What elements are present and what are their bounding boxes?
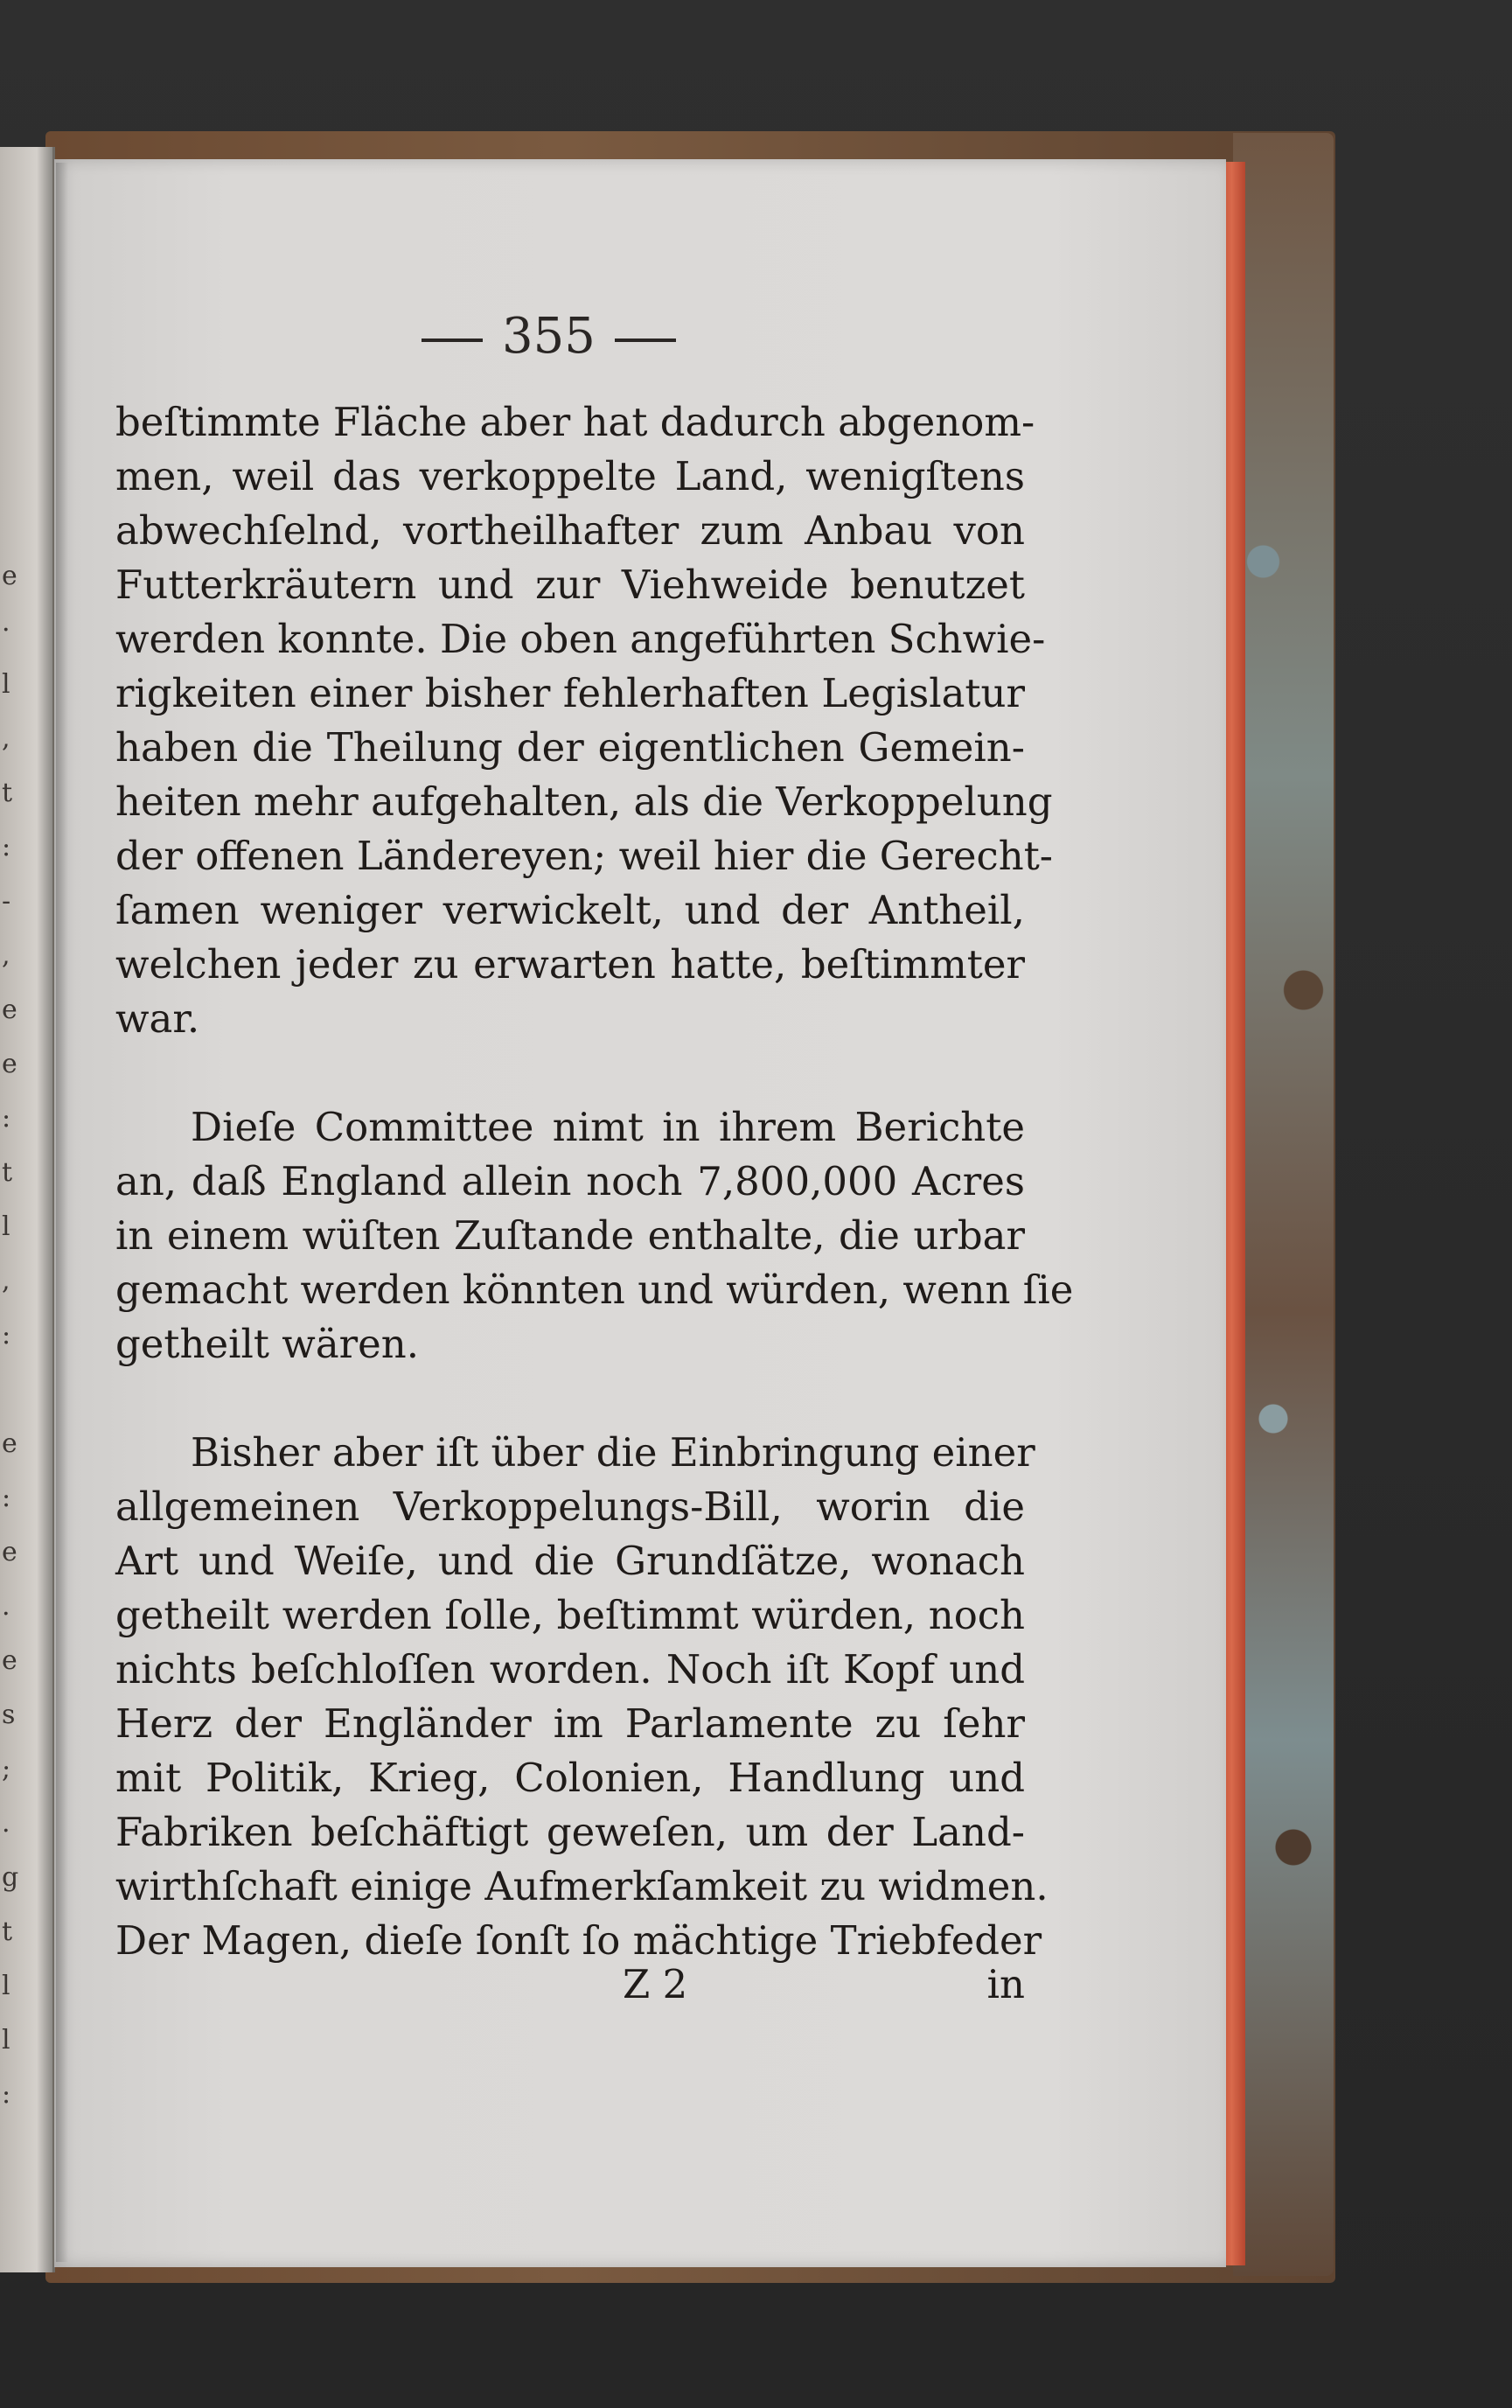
text-line: der offenen Ländereyen; weil hier die Gerecht-: [115, 833, 1054, 879]
previous-page-fragment: [2, 1363, 28, 1417]
header-dash-left: [422, 339, 483, 342]
previous-page-fragment: e: [2, 1645, 17, 1676]
text-line: Bisher aber iſt über die Einbringung einer: [191, 1429, 1035, 1476]
previous-page-fragment: t: [2, 1157, 13, 1188]
text-line: rigkeiten einer bisher fehlerhaften Legislatur: [115, 670, 1025, 716]
previous-page-fragment: e: [2, 561, 17, 591]
book-page: [54, 159, 1226, 2267]
page-body-text: [115, 395, 1074, 1968]
text-line: an, daß England allein noch 7,800,000 Acres: [115, 1158, 1025, 1204]
previous-page-fragment: e: [2, 1428, 17, 1459]
previous-page-fragment: ,: [2, 723, 10, 754]
text-line: wirthſchaft einige Aufmerkſamkeit zu widmen.: [115, 1863, 1049, 1909]
catchword: in: [986, 1961, 1025, 2007]
page-footer: [115, 1958, 1025, 2012]
paragraph: [115, 395, 1054, 1046]
previous-page-fragment: .: [2, 1591, 10, 1622]
paragraph-gap: [115, 1372, 1025, 1426]
previous-page-fragment: :: [2, 832, 11, 862]
previous-page-fragment: l: [2, 1211, 10, 1242]
marbled-cover-edge: [1233, 133, 1334, 2276]
previous-page-fragment: l: [2, 1971, 10, 2001]
previous-page-fragment: ,: [2, 940, 10, 971]
text-line: getheilt werden ſolle, beſtimmt würden, noch: [115, 1592, 1025, 1638]
text-line: heiten mehr aufgehalten, als die Verkoppelung: [115, 778, 1053, 825]
text-line: ſamen weniger verwickelt, und der Antheil,: [115, 887, 1025, 933]
previous-page-fragment: ;: [2, 1754, 11, 1784]
previous-page-fragment: g: [2, 1862, 19, 1893]
paragraph: [115, 1100, 1074, 1372]
previous-page-fragment: :: [2, 1483, 11, 1513]
text-line: nichts beſchloſſen worden. Noch iſt Kopf und: [115, 1646, 1025, 1693]
previous-page-text-fragments: [2, 549, 28, 2211]
paragraph-gap: [115, 1046, 1025, 1100]
text-line: beſtimmte Fläche aber hat dadurch abgenom-: [115, 399, 1035, 445]
text-line: haben die Theilung der eigentlichen Gemein-: [115, 724, 1025, 771]
text-line: Art und Weiſe, und die Grundſätze, wonach: [115, 1538, 1025, 1584]
text-line: Herz der Engländer im Parlamente zu ſehr: [115, 1700, 1025, 1747]
text-line: in einem wüſten Zuſtande enthalte, die urbar: [115, 1212, 1025, 1259]
previous-page-fragment: s: [2, 1700, 16, 1730]
signature-mark: Z 2: [623, 1961, 688, 2007]
page-number: 355: [502, 308, 596, 365]
text-line: men, weil das verkoppelte Land, wenigſtens: [115, 453, 1025, 499]
previous-page-fragment: l: [2, 2025, 10, 2056]
text-line: gemacht werden könnten und würden, wenn ſie: [115, 1267, 1074, 1313]
text-line: Fabriken beſchäftigt geweſen, um der Land-: [115, 1809, 1025, 1855]
paragraph: [115, 1426, 1049, 1968]
previous-page-fragment: e: [2, 995, 17, 1025]
previous-page-fragment: t: [2, 1916, 13, 1947]
text-line: werden konnte. Die oben angeführten Schwie-: [115, 616, 1046, 662]
previous-page-fragment: ·: [2, 615, 10, 646]
previous-page-fragment: :: [2, 1320, 11, 1351]
text-line: Futterkräutern und zur Viehweide benutzet: [115, 562, 1025, 608]
text-line: mit Politik, Krieg, Colonien, Handlung und: [115, 1755, 1025, 1801]
previous-page-fragment: t: [2, 778, 13, 808]
text-line: Dieſe Committee nimt in ihrem Berichte: [191, 1104, 1025, 1150]
text-line: war.: [115, 995, 200, 1042]
header-dash-right: [615, 339, 676, 342]
previous-page-fragment: e: [2, 1537, 17, 1567]
previous-page-fragment: .: [2, 1808, 10, 1839]
gutter-shadow: [56, 163, 68, 2262]
text-line: welchen jeder zu erwarten hatte, beſtimmter: [115, 941, 1025, 988]
previous-page-fragment: e: [2, 1049, 17, 1079]
text-line: allgemeinen Verkoppelungs-Bill, worin die: [115, 1483, 1025, 1530]
text-line: Der Magen, dieſe ſonſt ſo mächtige Triebfeder: [115, 1917, 1042, 1964]
previous-page-fragment: ,: [2, 1266, 10, 1296]
text-line: getheilt wären.: [115, 1321, 420, 1367]
previous-page-fragment: :: [2, 2079, 11, 2110]
previous-page-fragment: l: [2, 669, 10, 700]
previous-page-fragment: :: [2, 1103, 11, 1134]
previous-page-fragment: -: [2, 886, 11, 917]
previous-page-edge: [0, 147, 55, 2272]
text-line: abwechſelnd, vortheilhafter zum Anbau von: [115, 507, 1025, 554]
